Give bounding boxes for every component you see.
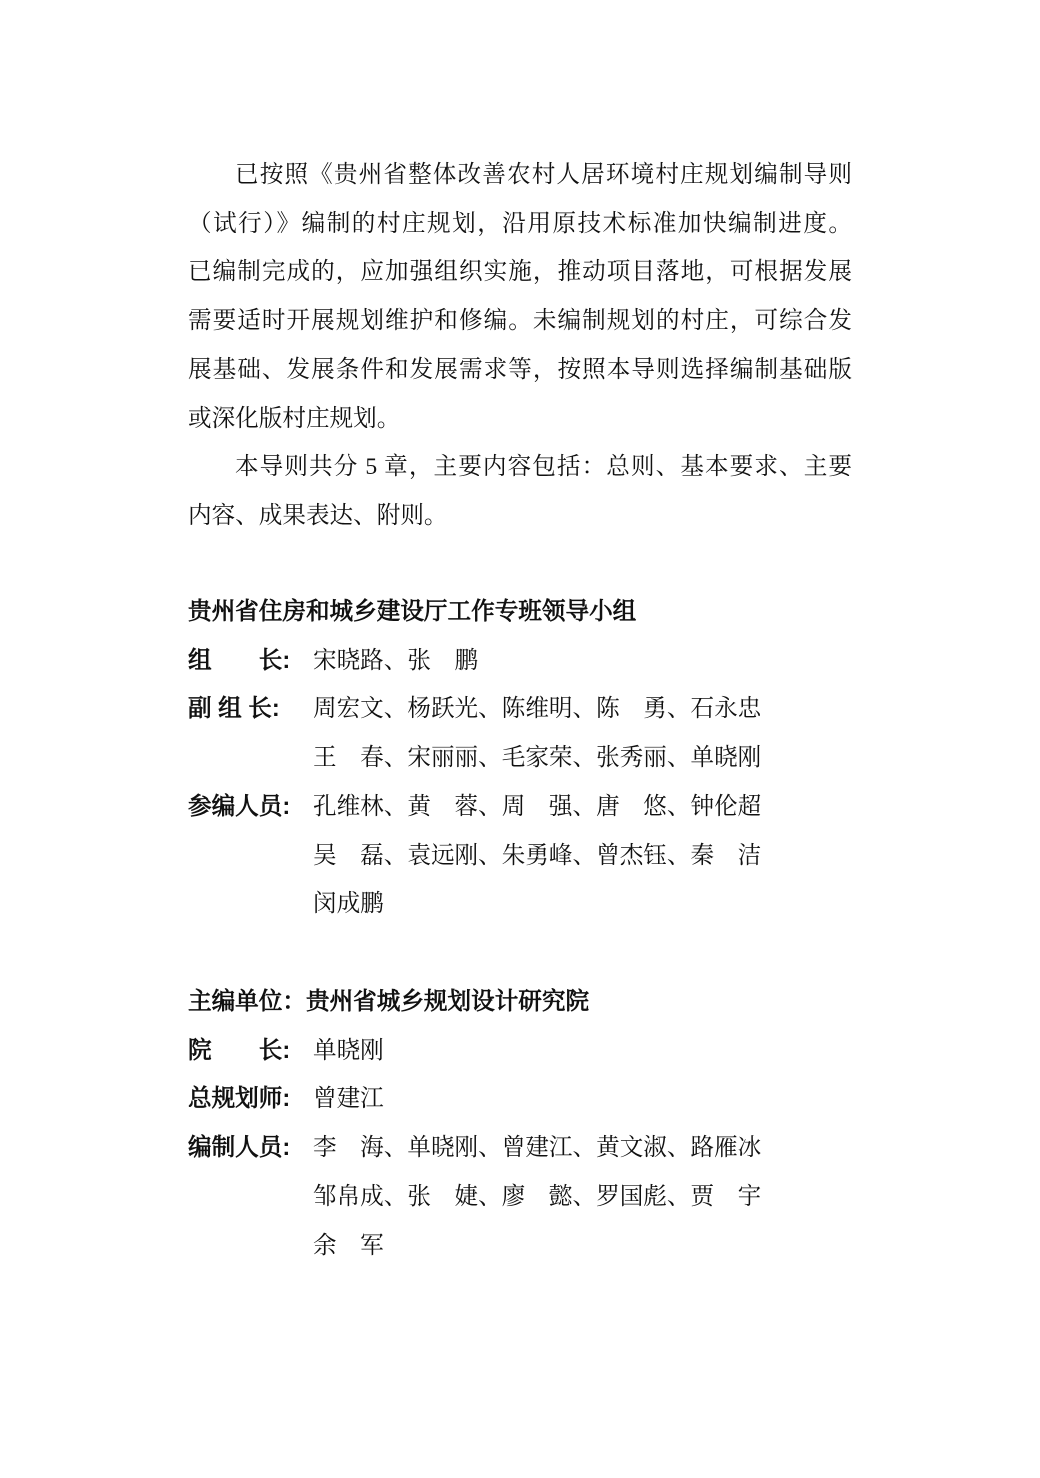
names-list: 邹帛成、张 婕、廖 懿、罗国彪、贾 宇 <box>313 1183 762 1210</box>
paragraph-line: 内容、成果表达、附则。 <box>188 502 448 529</box>
staff-row <box>188 743 761 773</box>
paragraph-line: 需要适时开展规划维护和修编。未编制规划的村庄，可综合发 <box>188 308 852 335</box>
editor-heading: 主编单位：贵州省城乡规划设计研究院 <box>188 989 590 1015</box>
role-label: 总规划师: <box>188 1086 291 1113</box>
staff-row <box>188 1231 384 1261</box>
role-label: 副 组 长: <box>188 696 280 723</box>
role-label: 编制人员: <box>188 1135 291 1162</box>
role-label: 参编人员: <box>188 793 291 820</box>
paragraph-line: 或深化版村庄规划。 <box>188 405 401 432</box>
staff-row <box>188 1182 761 1212</box>
names-list: 曾建江 <box>313 1086 384 1113</box>
names-list: 单晓刚 <box>313 1037 384 1064</box>
staff-row <box>188 694 761 724</box>
staff-row <box>188 1036 384 1066</box>
names-list: 孔维林、黄 蓉、周 强、唐 悠、钟伦超 <box>313 793 762 820</box>
names-list: 闵成鹏 <box>313 891 384 918</box>
leadership-heading: 贵州省住房和城乡建设厅工作专班领导小组 <box>188 599 637 625</box>
names-list: 周宏文、杨跃光、陈维明、陈 勇、石永忠 <box>313 696 762 723</box>
staff-row <box>188 1084 384 1114</box>
paragraph-line: （试行）》编制的村庄规划，沿用原技术标准加快编制进度。 <box>188 210 852 237</box>
staff-row <box>188 889 384 919</box>
role-label: 组 长: <box>188 647 291 674</box>
staff-row <box>188 1133 761 1163</box>
paragraph-line: 已按照《贵州省整体改善农村人居环境村庄规划编制导则 <box>235 162 852 188</box>
staff-row <box>188 792 761 822</box>
paragraph-line: 展基础、发展条件和发展需求等，按照本导则选择编制基础版 <box>188 356 852 383</box>
names-list: 吴 磊、袁远刚、朱勇峰、曾杰钰、秦 洁 <box>313 842 762 869</box>
staff-row <box>188 646 478 676</box>
paragraph-line: 已编制完成的，应加强组织实施，推动项目落地，可根据发展 <box>188 259 852 286</box>
names-list: 宋晓路、张 鹏 <box>313 647 479 674</box>
role-label: 院 长: <box>188 1037 291 1064</box>
names-list: 王 春、宋丽丽、毛家荣、张秀丽、单晓刚 <box>313 745 762 772</box>
names-list: 李 海、单晓刚、曾建江、黄文淑、路雁冰 <box>313 1135 762 1162</box>
paragraph-line: 本导则共分 5 章，主要内容包括：总则、基本要求、主要 <box>235 454 852 481</box>
names-list: 余 军 <box>313 1232 384 1259</box>
staff-row <box>188 841 761 871</box>
